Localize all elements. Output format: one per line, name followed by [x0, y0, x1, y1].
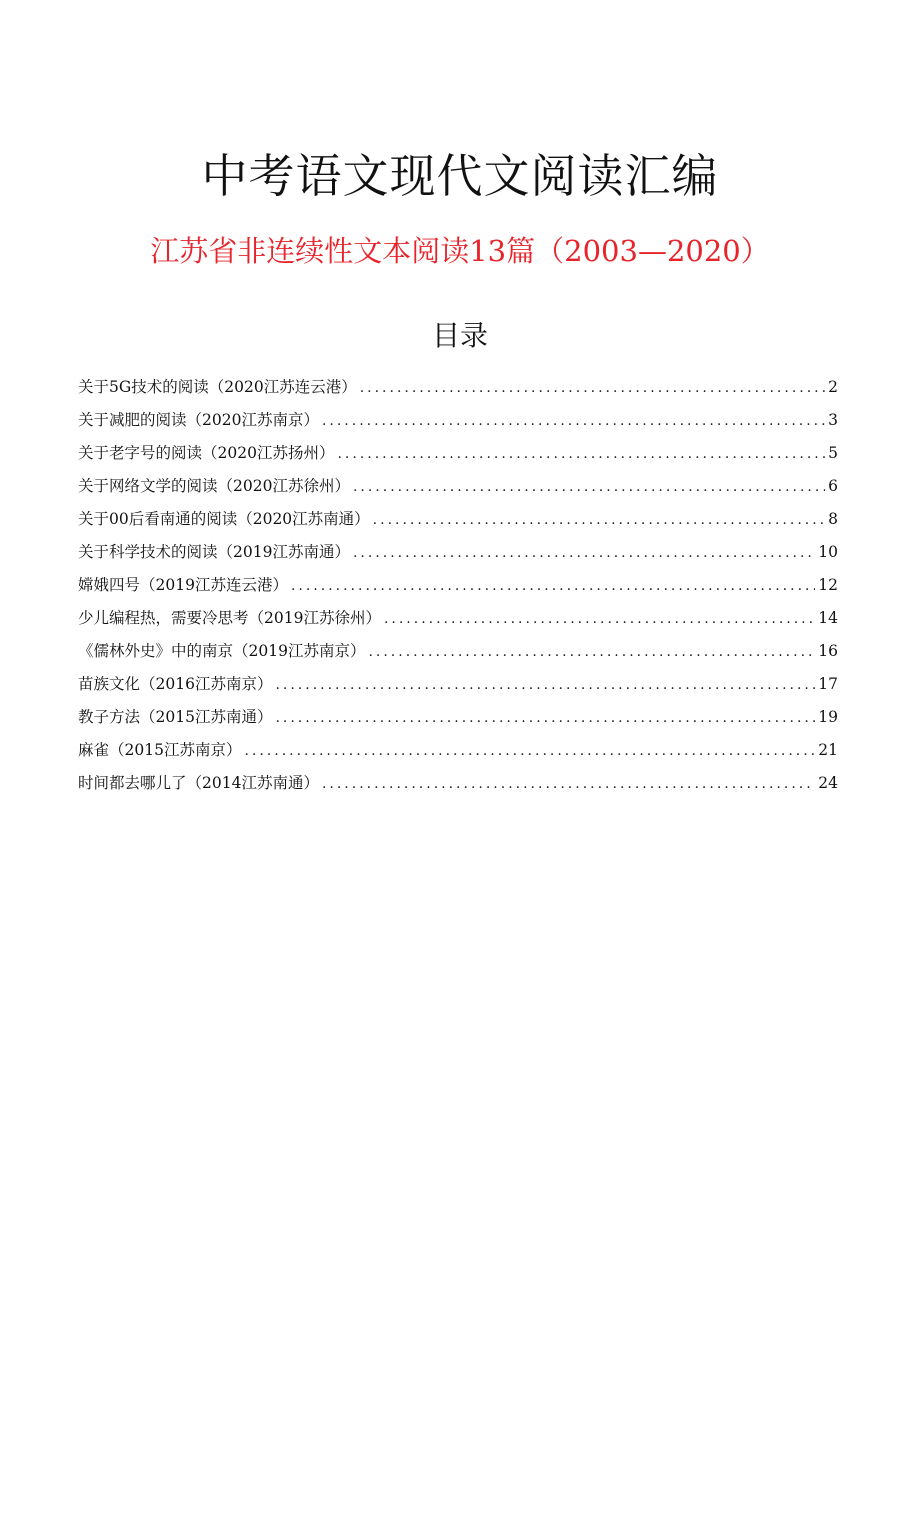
- toc-entry-page: 6: [828, 477, 838, 495]
- toc-entry-page: 3: [828, 411, 838, 429]
- toc-dot-leader: [368, 638, 815, 666]
- toc-entry-page: 10: [818, 543, 838, 561]
- toc-dot-leader: [322, 407, 825, 435]
- toc-entry[interactable]: [78, 670, 838, 703]
- toc-entry-title: 关于老字号的阅读（2020江苏扬州）: [78, 444, 335, 462]
- toc-entry-page: 5: [828, 444, 838, 462]
- toc-entry-page: 17: [818, 675, 838, 693]
- toc-entry-page: 16: [818, 642, 838, 660]
- toc-entry[interactable]: [78, 637, 838, 670]
- toc-entry[interactable]: [78, 472, 838, 505]
- toc-dot-leader: [322, 770, 815, 798]
- toc-entry-title: 苗族文化（2016江苏南京）: [78, 675, 273, 693]
- toc-entry[interactable]: [78, 604, 838, 637]
- toc-dot-leader: [291, 572, 815, 600]
- table-of-contents: [78, 373, 838, 802]
- toc-entry-title: 关于科学技术的阅读（2019江苏南通）: [78, 543, 350, 561]
- toc-entry-page: 24: [818, 774, 838, 792]
- toc-entry-title: 嫦娥四号（2019江苏连云港）: [78, 576, 288, 594]
- toc-heading: 目录: [431, 319, 488, 352]
- toc-entry-title: 关于5G技术的阅读（2020江苏连云港）: [78, 378, 357, 396]
- toc-entry-page: 21: [818, 741, 838, 759]
- toc-entry[interactable]: [78, 703, 838, 736]
- toc-dot-leader: [337, 440, 825, 468]
- toc-entry[interactable]: [78, 736, 838, 769]
- toc-entry[interactable]: [78, 373, 838, 406]
- toc-entry[interactable]: [78, 538, 838, 571]
- toc-dot-leader: [275, 704, 815, 732]
- document-title: 中考语文现代文阅读汇编: [201, 149, 719, 203]
- toc-dot-leader: [353, 473, 825, 501]
- toc-dot-leader: [275, 671, 815, 699]
- toc-entry-title: 麻雀（2015江苏南京）: [78, 741, 242, 759]
- toc-entry-page: 19: [818, 708, 838, 726]
- document-subtitle: 江苏省非连续性文本阅读13篇（2003—2020）: [150, 234, 770, 268]
- toc-entry[interactable]: [78, 505, 838, 538]
- toc-entry-title: 关于00后看南通的阅读（2020江苏南通）: [78, 510, 370, 528]
- toc-dot-leader: [384, 605, 815, 633]
- toc-entry-page: 2: [828, 378, 838, 396]
- toc-entry-page: 14: [818, 609, 838, 627]
- toc-dot-leader: [360, 374, 825, 402]
- toc-entry-title: 关于减肥的阅读（2020江苏南京）: [78, 411, 319, 429]
- toc-dot-leader: [244, 737, 815, 765]
- toc-entry[interactable]: [78, 571, 838, 604]
- toc-dot-leader: [373, 506, 825, 534]
- toc-entry-title: 教子方法（2015江苏南通）: [78, 708, 273, 726]
- toc-entry[interactable]: [78, 439, 838, 472]
- toc-entry-title: 少儿编程热，需要冷思考（2019江苏徐州）: [78, 609, 381, 627]
- toc-entry-title: 关于网络文学的阅读（2020江苏徐州）: [78, 477, 350, 495]
- toc-entry-page: 12: [818, 576, 838, 594]
- toc-entry-page: 8: [828, 510, 838, 528]
- toc-entry-title: 《儒林外史》中的南京（2019江苏南京）: [78, 642, 366, 660]
- toc-entry-title: 时间都去哪儿了（2014江苏南通）: [78, 774, 319, 792]
- toc-dot-leader: [353, 539, 815, 567]
- toc-entry[interactable]: [78, 769, 838, 802]
- toc-entry[interactable]: [78, 406, 838, 439]
